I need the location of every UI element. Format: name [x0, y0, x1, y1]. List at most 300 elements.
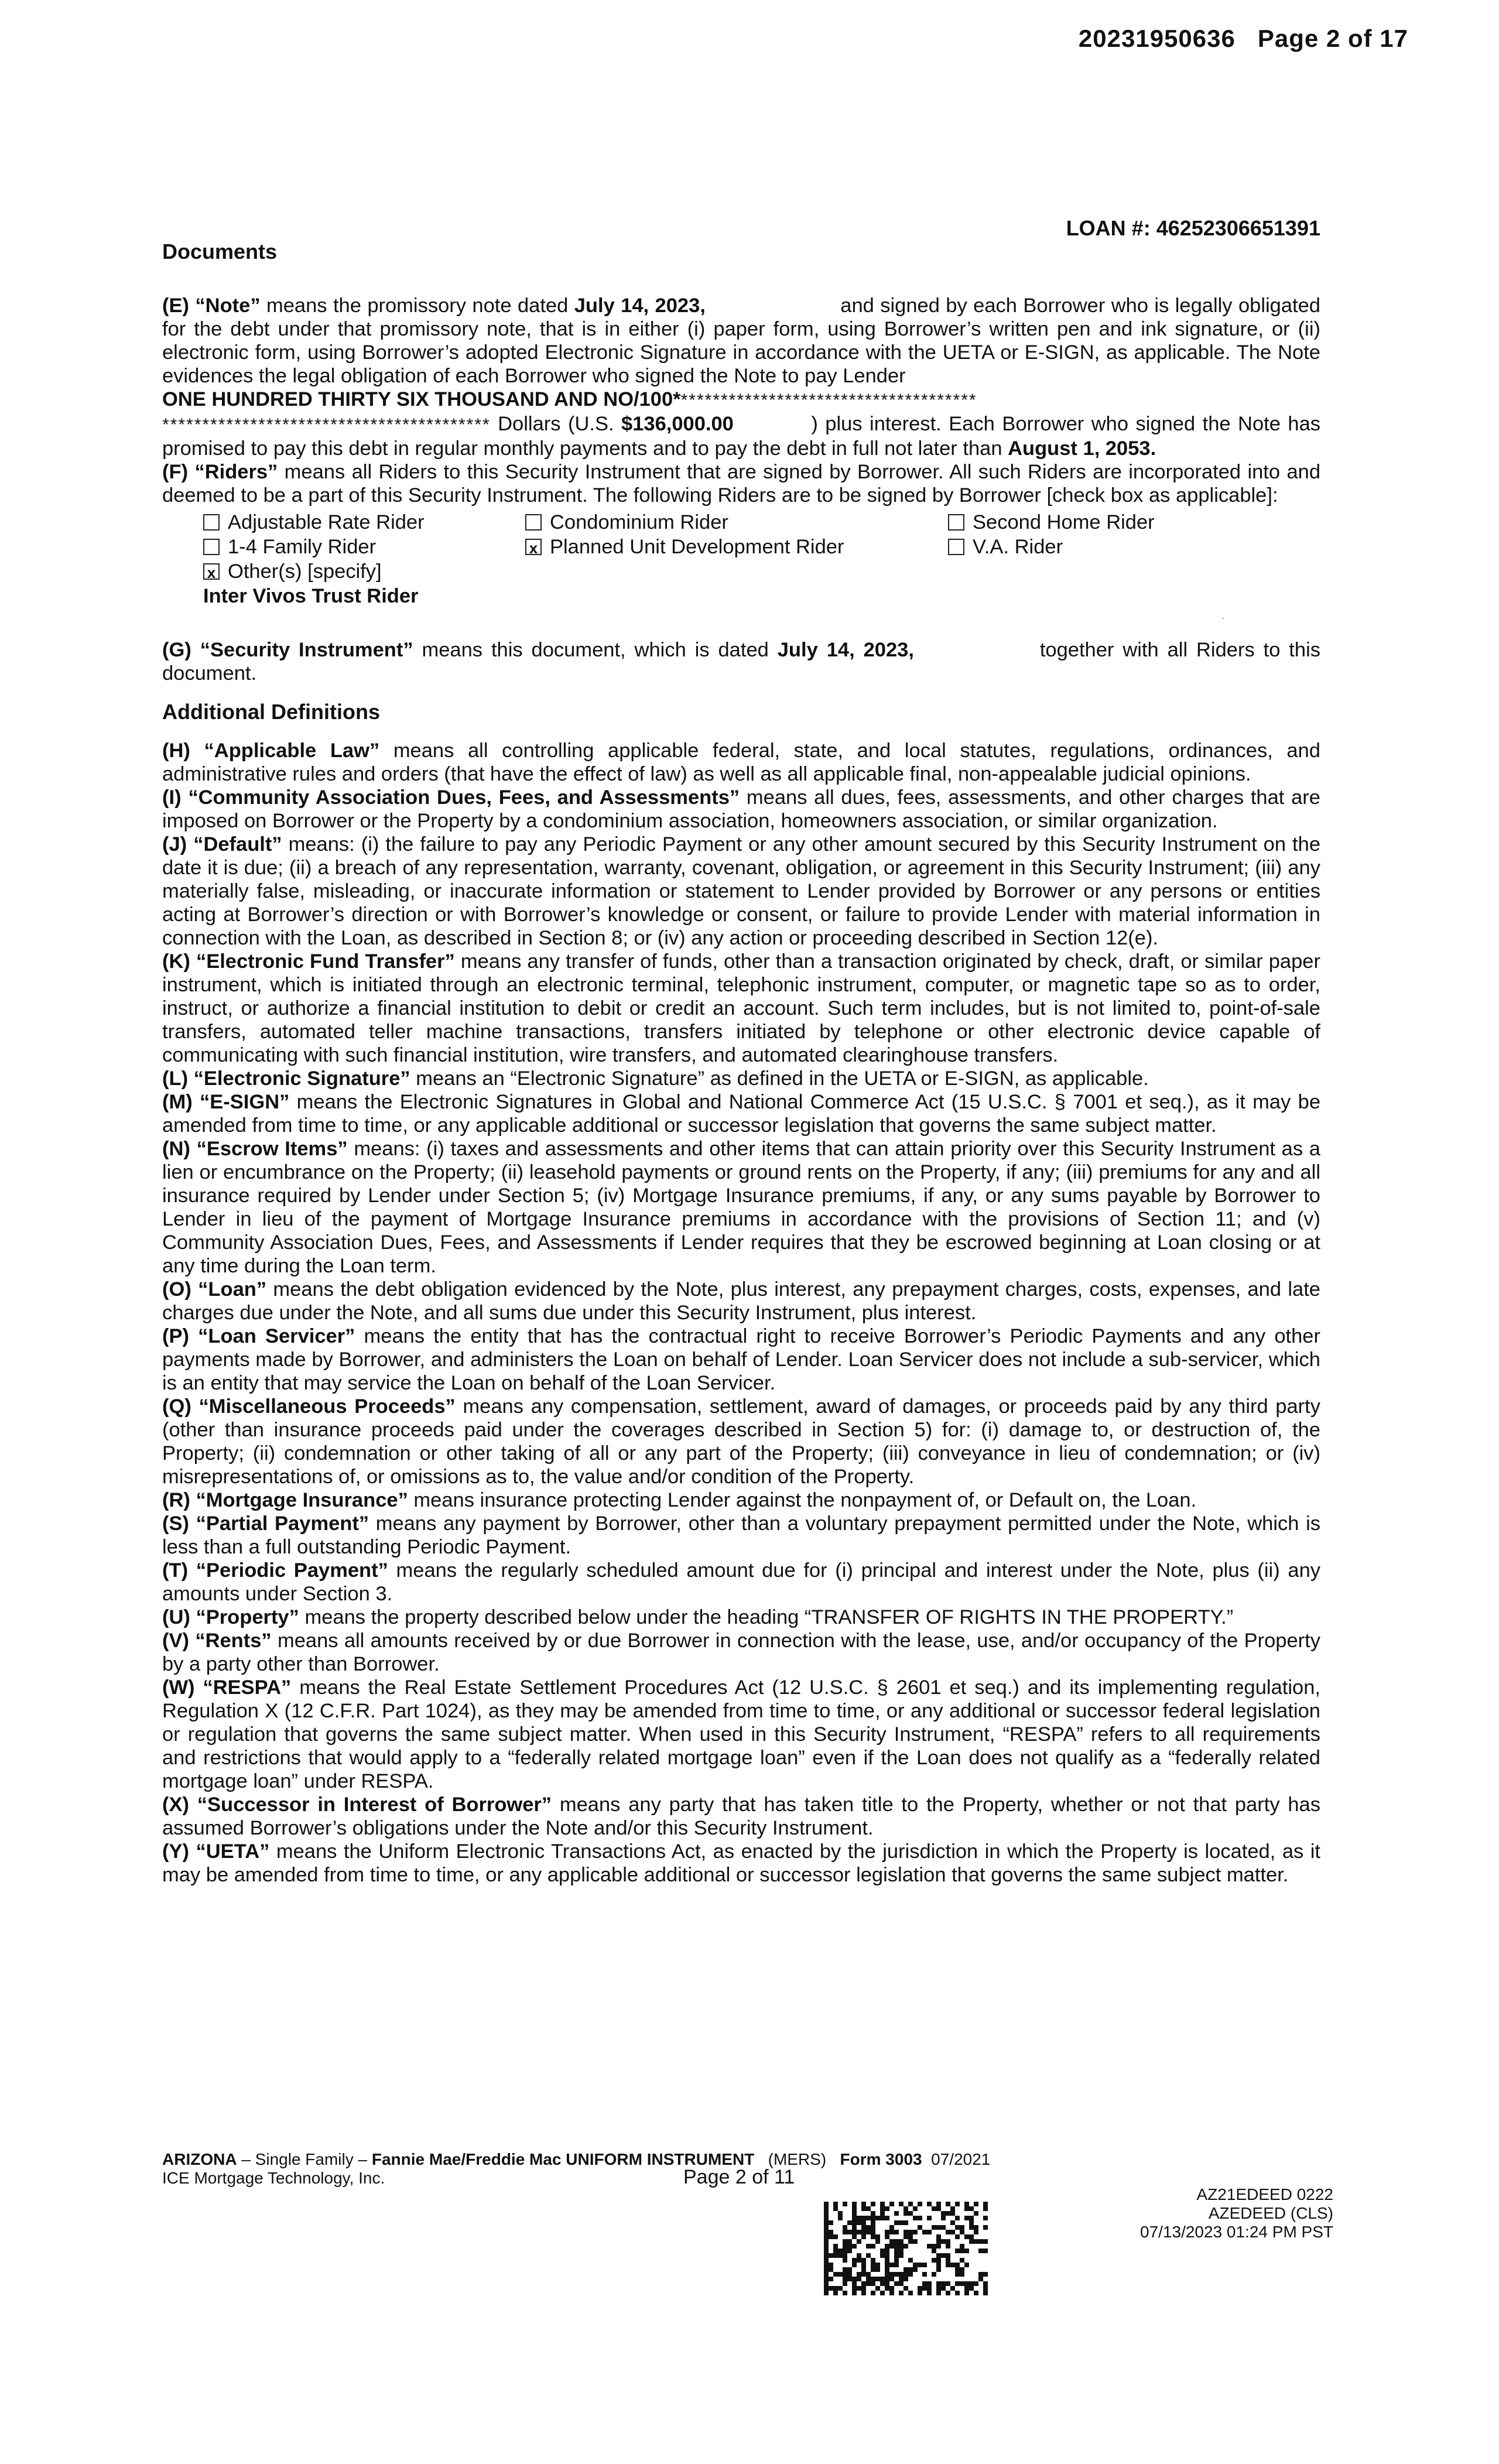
fill-stars: ************************************* — [680, 391, 977, 410]
barcode-cell — [824, 2234, 829, 2239]
rider-second-home[interactable] — [948, 511, 1155, 534]
barcode-cell — [889, 2244, 894, 2249]
riders-checklist — [203, 511, 1320, 607]
def-text: means any payment by Borrower, other than a voluntary prepayment permitted under the Note, which is less than a full outstanding Periodic Payment. — [162, 1512, 1320, 1558]
barcode-cell — [941, 2211, 946, 2216]
barcode-cell — [889, 2230, 894, 2234]
barcode-cell — [969, 2225, 974, 2230]
def-text: means the entity that has the contractual right to receive Borrower’s Periodic Payments and any other payments made by Borrower, and administers the Loan on behalf of Lender. Loan Servicer does not include a sub-servicer, which is an entity that may service the Loan on behalf of the Loan Servicer. — [162, 1325, 1320, 1394]
barcode-cell — [978, 2239, 983, 2244]
barcode-cell — [983, 2239, 988, 2244]
barcode-cell — [875, 2239, 880, 2244]
barcode-cell — [894, 2263, 899, 2267]
barcode-cell — [903, 2277, 908, 2281]
rider-planned-unit-development[interactable] — [525, 535, 844, 559]
rider-label: Second Home Rider — [973, 511, 1155, 533]
barcode-cell — [894, 2253, 899, 2258]
barcode-cell — [885, 2249, 889, 2253]
barcode-cell — [861, 2281, 866, 2286]
def-text: means the promissory note dated — [260, 295, 574, 317]
barcode-cell — [946, 2211, 950, 2216]
footer-codes — [1140, 2185, 1333, 2241]
barcode-cell — [950, 2211, 955, 2216]
maturity-date: August 1, 2053. — [1008, 437, 1156, 460]
barcode-cell — [941, 2239, 946, 2244]
barcode-cell — [922, 2281, 927, 2286]
barcode-cell — [894, 2249, 899, 2253]
barcode-cell — [857, 2216, 861, 2220]
barcode-cell — [918, 2286, 922, 2291]
barcode-cell — [852, 2258, 857, 2263]
def-label: (T) — [162, 1559, 189, 1582]
barcode-cell — [932, 2249, 936, 2253]
barcode-cell — [969, 2239, 974, 2244]
barcode-cell — [950, 2286, 955, 2291]
barcode-cell — [885, 2267, 889, 2272]
definition-item — [162, 1137, 1320, 1278]
barcode-cell — [843, 2267, 847, 2272]
def-term: “Partial Payment” — [196, 1512, 369, 1535]
barcode-cell — [829, 2253, 833, 2258]
barcode-cell — [861, 2263, 866, 2267]
barcode-cell — [894, 2281, 899, 2286]
barcode-cell — [974, 2211, 978, 2216]
def-label: (R) — [162, 1489, 190, 1511]
barcode-cell — [833, 2234, 838, 2239]
barcode-cell — [852, 2281, 857, 2286]
rider-va[interactable] — [948, 535, 1063, 559]
barcode-cell — [913, 2206, 918, 2211]
barcode-cell — [824, 2244, 829, 2249]
barcode-cell — [946, 2253, 950, 2258]
barcode-cell — [833, 2286, 838, 2291]
def-term: “Riders” — [194, 461, 278, 483]
barcode-cell — [899, 2239, 903, 2244]
barcode-cell — [843, 2230, 847, 2234]
def-text: means the debt obligation evidenced by the Note, plus interest, any prepayment charges, costs, expenses, and late charges due under the Note, and all sums due under this Security Instrument, plus interest. — [162, 1278, 1320, 1324]
barcode-cell — [847, 2244, 852, 2249]
barcode-cell — [960, 2281, 964, 2286]
recording-page-label: Page 2 of 17 — [1257, 25, 1408, 52]
definition-item — [162, 1606, 1320, 1629]
barcode-cell — [927, 2244, 932, 2249]
def-text: means: (i) the failure to pay any Periodic Payment or any other amount secured by this Security Instrument on the date it is due; (ii) a breach of any representation, warranty, covenant, obligation, or agreement in this Security Instrument; (iii) any materially false, misleading, or inaccurate information or statement to Lender provided by Borrower or any persons or entities acting at Borrower’s direction or with Borrower’s knowledge or consent, or failure to provide Lender with material information in connection with the Loan, as described in Section 8; or (iv) any action or proceeding described in Section 12(e). — [162, 833, 1321, 949]
barcode-cell — [829, 2234, 833, 2239]
barcode-cell — [960, 2230, 964, 2234]
footer-code-line: AZ21EDEED 0222 — [1196, 2185, 1333, 2203]
barcode-cell — [885, 2258, 889, 2263]
barcode-cell — [922, 2272, 927, 2277]
page-footer — [162, 2150, 1333, 2326]
barcode-cell — [936, 2234, 941, 2239]
barcode-cell — [894, 2239, 899, 2244]
barcode-cell — [936, 2206, 941, 2211]
barcode-cell — [946, 2244, 950, 2249]
barcode-cell — [946, 2258, 950, 2263]
checkbox[interactable] — [203, 539, 220, 555]
def-label: (X) — [162, 1794, 189, 1816]
barcode-cell — [903, 2220, 908, 2225]
barcode-cell — [843, 2291, 847, 2295]
barcode-cell — [899, 2291, 903, 2295]
barcode-cell — [829, 2277, 833, 2281]
barcode-cell — [852, 2216, 857, 2220]
barcode-cell — [889, 2263, 894, 2267]
def-term: “Default” — [193, 833, 282, 855]
rider-condominium[interactable] — [525, 511, 728, 534]
barcode-cell — [852, 2234, 857, 2239]
barcode-cell — [927, 2286, 932, 2291]
barcode-cell — [983, 2272, 988, 2277]
barcode-cell — [885, 2277, 889, 2281]
barcode-cell — [983, 2216, 988, 2220]
definition-item — [162, 1067, 1320, 1090]
barcode-cell — [880, 2202, 885, 2206]
barcode-cell — [843, 2225, 847, 2230]
barcode-cell — [847, 2267, 852, 2272]
barcode-cell — [843, 2239, 847, 2244]
barcode-cell — [932, 2244, 936, 2249]
barcode-cell — [880, 2216, 885, 2220]
barcode-cell — [936, 2202, 941, 2206]
definition-item — [162, 1512, 1320, 1559]
def-term: “Successor in Interest of Borrower” — [197, 1794, 552, 1816]
barcode-cell — [871, 2216, 875, 2220]
def-label: (Q) — [162, 1395, 191, 1418]
barcode-cell — [889, 2239, 894, 2244]
def-text: ) plus interest. Each Borrower who signed the Note has promised to pay this debt in regular monthly payments and to pay the debt in full not later than — [162, 413, 1321, 460]
barcode-cell — [960, 2225, 964, 2230]
barcode-cell — [946, 2281, 950, 2286]
barcode-cell — [861, 2234, 866, 2239]
def-label: (E) — [162, 295, 189, 317]
barcode-cell — [899, 2244, 903, 2249]
barcode-cell — [964, 2249, 969, 2253]
barcode-cell — [894, 2211, 899, 2216]
barcode-cell — [927, 2230, 932, 2234]
def-term: “Loan Servicer” — [198, 1325, 355, 1347]
barcode-cell — [871, 2277, 875, 2281]
barcode-cell — [871, 2258, 875, 2263]
checkbox[interactable] — [948, 539, 964, 555]
rider-other[interactable] — [203, 560, 382, 583]
barcode-cell — [899, 2253, 903, 2258]
scan-speck — [1223, 618, 1224, 619]
def-term: “Electronic Signature” — [193, 1067, 410, 1090]
barcode-cell — [894, 2230, 899, 2234]
barcode-cell — [861, 2286, 866, 2291]
barcode-cell — [843, 2249, 847, 2253]
barcode-cell — [833, 2272, 838, 2277]
footer-code-line: AZEDEED (CLS) — [1208, 2204, 1333, 2222]
barcode-cell — [936, 2291, 941, 2295]
checkbox[interactable] — [948, 514, 964, 531]
barcode-cell — [866, 2244, 871, 2249]
barcode-cell — [852, 2202, 857, 2206]
barcode-cell — [908, 2272, 913, 2277]
barcode-cell — [983, 2281, 988, 2286]
barcode-cell — [955, 2263, 960, 2267]
barcode-cell — [875, 2234, 880, 2239]
def-text: means the Electronic Signatures in Global and National Commerce Act (15 U.S.C. § 7001 et seq.), as it may be amended from time to time, or any applicable additional or successor legislation that governs the same subject matter. — [162, 1091, 1321, 1137]
barcode-cell — [936, 2244, 941, 2249]
def-text: and signed by each Borrower who is legally obligated for the debt under that promissory note, that is in either (i) paper form, using Borrower’s written pen and ink signature, or (ii) electronic form, using Borrower’s adopted Electronic Signature in accordance with the UETA or E-SIGN, as applicable. The Note evidences the legal obligation of each Borrower who signed the Note to pay Lender — [162, 295, 1320, 387]
barcode-cell — [861, 2272, 866, 2277]
barcode-cell — [824, 2206, 829, 2211]
footer-vendor: ICE Mortgage Technology, Inc. — [162, 2169, 385, 2187]
barcode-cell — [969, 2216, 974, 2220]
barcode-cell — [824, 2286, 829, 2291]
barcode-cell — [824, 2216, 829, 2220]
def-label: (H) — [162, 740, 190, 762]
barcode-cell — [913, 2230, 918, 2234]
note-date: July 14, 2023, — [574, 295, 706, 317]
def-text: means the property described below under the heading “TRANSFER OF RIGHTS IN THE PROPERTY.” — [299, 1606, 1234, 1628]
barcode-cell — [871, 2225, 875, 2230]
def-text: means the regularly scheduled amount due for (i) principal and interest under the Note, plus (ii) any amounts under Section 3. — [162, 1559, 1321, 1605]
barcode-cell — [969, 2234, 974, 2239]
barcode-cell — [852, 2230, 857, 2234]
barcode-cell — [903, 2286, 908, 2291]
barcode-cell — [983, 2225, 988, 2230]
barcode-cell — [894, 2258, 899, 2263]
rider-adjustable-rate[interactable] — [203, 511, 425, 534]
def-term: “Applicable Law” — [204, 740, 380, 762]
loan-amount: $136,000.00 — [621, 413, 734, 435]
barcode-cell — [861, 2202, 866, 2206]
barcode-cell — [932, 2225, 936, 2230]
definition-item — [162, 739, 1320, 786]
barcode-cell — [857, 2220, 861, 2225]
definition-item — [162, 1395, 1320, 1488]
barcode-cell — [885, 2281, 889, 2286]
barcode-cell — [955, 2272, 960, 2277]
barcode-cell — [950, 2220, 955, 2225]
form-identifier — [162, 2150, 990, 2169]
barcode-cell — [824, 2230, 829, 2234]
barcode-cell — [885, 2244, 889, 2249]
barcode-cell — [843, 2202, 847, 2206]
barcode-cell — [899, 2249, 903, 2253]
barcode-cell — [833, 2291, 838, 2295]
barcode-cell — [903, 2211, 908, 2216]
instrument-date: July 14, 2023, — [777, 639, 914, 661]
barcode-cell — [824, 2253, 829, 2258]
definition-item — [162, 1629, 1320, 1676]
def-term: “E-SIGN” — [200, 1091, 290, 1113]
barcode-cell — [969, 2281, 974, 2286]
barcode-cell — [955, 2234, 960, 2239]
checkbox[interactable] — [203, 514, 220, 531]
barcode-cell — [946, 2291, 950, 2295]
barcode-cell — [913, 2267, 918, 2272]
definition-item — [162, 1793, 1320, 1840]
barcode-cell — [960, 2272, 964, 2277]
barcode-cell — [838, 2272, 843, 2277]
barcode-cell — [866, 2230, 871, 2234]
barcode-cell — [833, 2249, 838, 2253]
def-label: (L) — [162, 1067, 189, 1090]
def-text: means an “Electronic Signature” as defined in the UETA or E-SIGN, as applicable. — [410, 1067, 1149, 1090]
barcode-cell — [847, 2272, 852, 2277]
barcode-cell — [861, 2225, 866, 2230]
barcode-cell — [847, 2239, 852, 2244]
def-term: “Community Association Dues, Fees, and Assessments” — [188, 786, 740, 809]
barcode-cell — [875, 2267, 880, 2272]
barcode-cell — [852, 2244, 857, 2249]
def-term: “Miscellaneous Proceeds” — [199, 1395, 456, 1418]
barcode-cell — [857, 2253, 861, 2258]
rider-1-4-family[interactable] — [203, 535, 376, 559]
barcode-cell — [871, 2291, 875, 2295]
def-label: (P) — [162, 1325, 189, 1347]
barcode-cell — [978, 2249, 983, 2253]
barcode-cell — [978, 2272, 983, 2277]
footer-mers: (MERS) — [754, 2150, 840, 2168]
barcode-cell — [857, 2239, 861, 2244]
footer-instrument: Fannie Mae/Freddie Mac UNIFORM INSTRUMENT — [371, 2150, 755, 2168]
barcode-cell — [861, 2258, 866, 2263]
barcode-cell — [941, 2225, 946, 2230]
documents-title: Documents — [162, 239, 278, 263]
definition-item — [162, 950, 1320, 1067]
barcode-cell — [903, 2272, 908, 2277]
definition-item — [162, 1840, 1320, 1887]
def-text: means: (i) taxes and assessments and other items that can attain priority over this Security Instrument as a lien or encumbrance on the Property; (ii) leasehold payments or ground rents on the Property, if any; (iii) premiums for any and all insurance required by Lender under Section 5; (iv) Mortgage Insurance premiums, if any, or any sums payable by Borrower to Lender in lieu of the payment of Mortgage Insurance premiums in accordance with the provisions of Section 11; and (v) Community Association Dues, Fees, and Assessments if Lender requires that they be escrowed beginning at Loan closing or at any time during the Loan term. — [162, 1138, 1320, 1277]
barcode-cell — [983, 2249, 988, 2253]
barcode-cell — [866, 2225, 871, 2230]
barcode-cell — [885, 2216, 889, 2220]
def-label: (U) — [162, 1606, 190, 1628]
loan-number: LOAN #: 46252306651391 — [1066, 216, 1320, 240]
other-rider-specified: Inter Vivos Trust Rider — [203, 585, 419, 607]
definition-item — [162, 1325, 1320, 1395]
barcode-cell — [941, 2281, 946, 2286]
barcode-cell — [824, 2277, 829, 2281]
barcode-cell — [960, 2258, 964, 2263]
barcode-cell — [927, 2291, 932, 2295]
barcode-cell — [983, 2286, 988, 2291]
checkbox[interactable] — [525, 514, 542, 531]
definition-item — [162, 1676, 1320, 1793]
def-term: “Property” — [196, 1606, 299, 1628]
barcode-cell — [955, 2225, 960, 2230]
barcode-cell — [899, 2272, 903, 2277]
barcode-cell — [913, 2263, 918, 2267]
barcode-cell — [852, 2206, 857, 2211]
recording-number: 20231950636 — [1078, 25, 1236, 52]
def-term: “RESPA” — [203, 1676, 292, 1699]
footer-text: – Single Family – — [237, 2150, 372, 2168]
checkbox[interactable]: x — [525, 539, 542, 555]
def-text: Dollars (U.S. — [490, 413, 622, 435]
barcode-cell — [983, 2206, 988, 2211]
rider-label: Condominium Rider — [550, 511, 728, 533]
barcode-cell — [950, 2206, 955, 2211]
barcode-cell — [903, 2244, 908, 2249]
barcode-cell — [946, 2263, 950, 2267]
barcode-cell — [932, 2206, 936, 2211]
barcode-cell — [847, 2249, 852, 2253]
barcode-cell — [857, 2286, 861, 2291]
barcode-cell — [824, 2267, 829, 2272]
loan-amount-words: ONE HUNDRED THIRTY SIX THOUSAND AND NO/100* — [162, 388, 681, 410]
definition-item — [162, 1488, 1320, 1512]
barcode-cell — [946, 2239, 950, 2244]
barcode-cell — [955, 2202, 960, 2206]
definition-item — [162, 833, 1320, 950]
barcode-cell — [866, 2277, 871, 2281]
barcode-cell — [880, 2277, 885, 2281]
def-text: means any compensation, settlement, award of damages, or proceeds paid by any third party (other than insurance proceeds paid under the coverages described in Section 5) for: (i) damage to, or destruction of, the Property; (ii) condemnation or other taking of all or any part of the Property; (iii) conveyance in lieu of condemnation; or (iv) misrepresentations of, or omissions as to, the value and/or condition of the Property. — [162, 1395, 1320, 1488]
def-term: “Mortgage Insurance” — [196, 1489, 408, 1511]
barcode-cell — [913, 2239, 918, 2244]
def-term: “Electronic Fund Transfer” — [196, 950, 455, 973]
barcode-cell — [852, 2211, 857, 2216]
barcode-cell — [838, 2249, 843, 2253]
barcode-cell — [852, 2291, 857, 2295]
barcode-cell — [936, 2258, 941, 2263]
barcode-cell — [871, 2244, 875, 2249]
checkbox[interactable]: x — [203, 563, 220, 580]
barcode-cell — [903, 2267, 908, 2272]
def-text: means all amounts received by or due Borrower in connection with the lease, use, and/or occupancy of the Property by a party other than Borrower. — [162, 1630, 1320, 1675]
barcode-cell — [950, 2263, 955, 2267]
barcode-cell — [852, 2220, 857, 2225]
barcode-cell — [861, 2220, 866, 2225]
fill-stars: ***************************************** — [162, 415, 491, 434]
barcode-cell — [903, 2234, 908, 2239]
def-term: “Escrow Items” — [196, 1138, 348, 1160]
barcode-cell — [852, 2277, 857, 2281]
barcode-cell — [885, 2230, 889, 2234]
barcode-cell — [889, 2286, 894, 2291]
barcode-cell — [908, 2239, 913, 2244]
barcode-cell — [964, 2216, 969, 2220]
def-term: “Periodic Payment” — [196, 1559, 388, 1582]
barcode-cell — [880, 2281, 885, 2286]
barcode-cell — [847, 2220, 852, 2225]
barcode-cell — [880, 2249, 885, 2253]
definition-note — [162, 294, 1320, 460]
def-label: (N) — [162, 1138, 190, 1160]
barcode-cell — [824, 2249, 829, 2253]
barcode-cell — [866, 2281, 871, 2286]
barcode-cell — [955, 2216, 960, 2220]
def-text: means all Riders to this Security Instrument that are signed by Borrower. All such Riders are incorporated into and deemed to be a part of this Security Instrument. The following Riders are to be signed by Borrower [check box as applicable]: — [162, 461, 1321, 507]
barcode-cell — [974, 2239, 978, 2244]
barcode-cell — [908, 2291, 913, 2295]
barcode-icon — [824, 2202, 988, 2295]
barcode-cell — [913, 2216, 918, 2220]
barcode-cell — [955, 2291, 960, 2295]
barcode-cell — [833, 2206, 838, 2211]
barcode-cell — [946, 2230, 950, 2234]
barcode-cell — [960, 2249, 964, 2253]
barcode-cell — [871, 2230, 875, 2234]
barcode-cell — [852, 2225, 857, 2230]
barcode-cell — [866, 2206, 871, 2211]
barcode-cell — [857, 2272, 861, 2277]
barcode-cell — [880, 2291, 885, 2295]
def-label: (I) — [162, 786, 182, 809]
barcode-cell — [866, 2253, 871, 2258]
rider-label: V.A. Rider — [973, 536, 1063, 558]
barcode-cell — [829, 2230, 833, 2234]
barcode-cell — [861, 2230, 866, 2234]
barcode-cell — [936, 2263, 941, 2267]
barcode-cell — [894, 2244, 899, 2249]
